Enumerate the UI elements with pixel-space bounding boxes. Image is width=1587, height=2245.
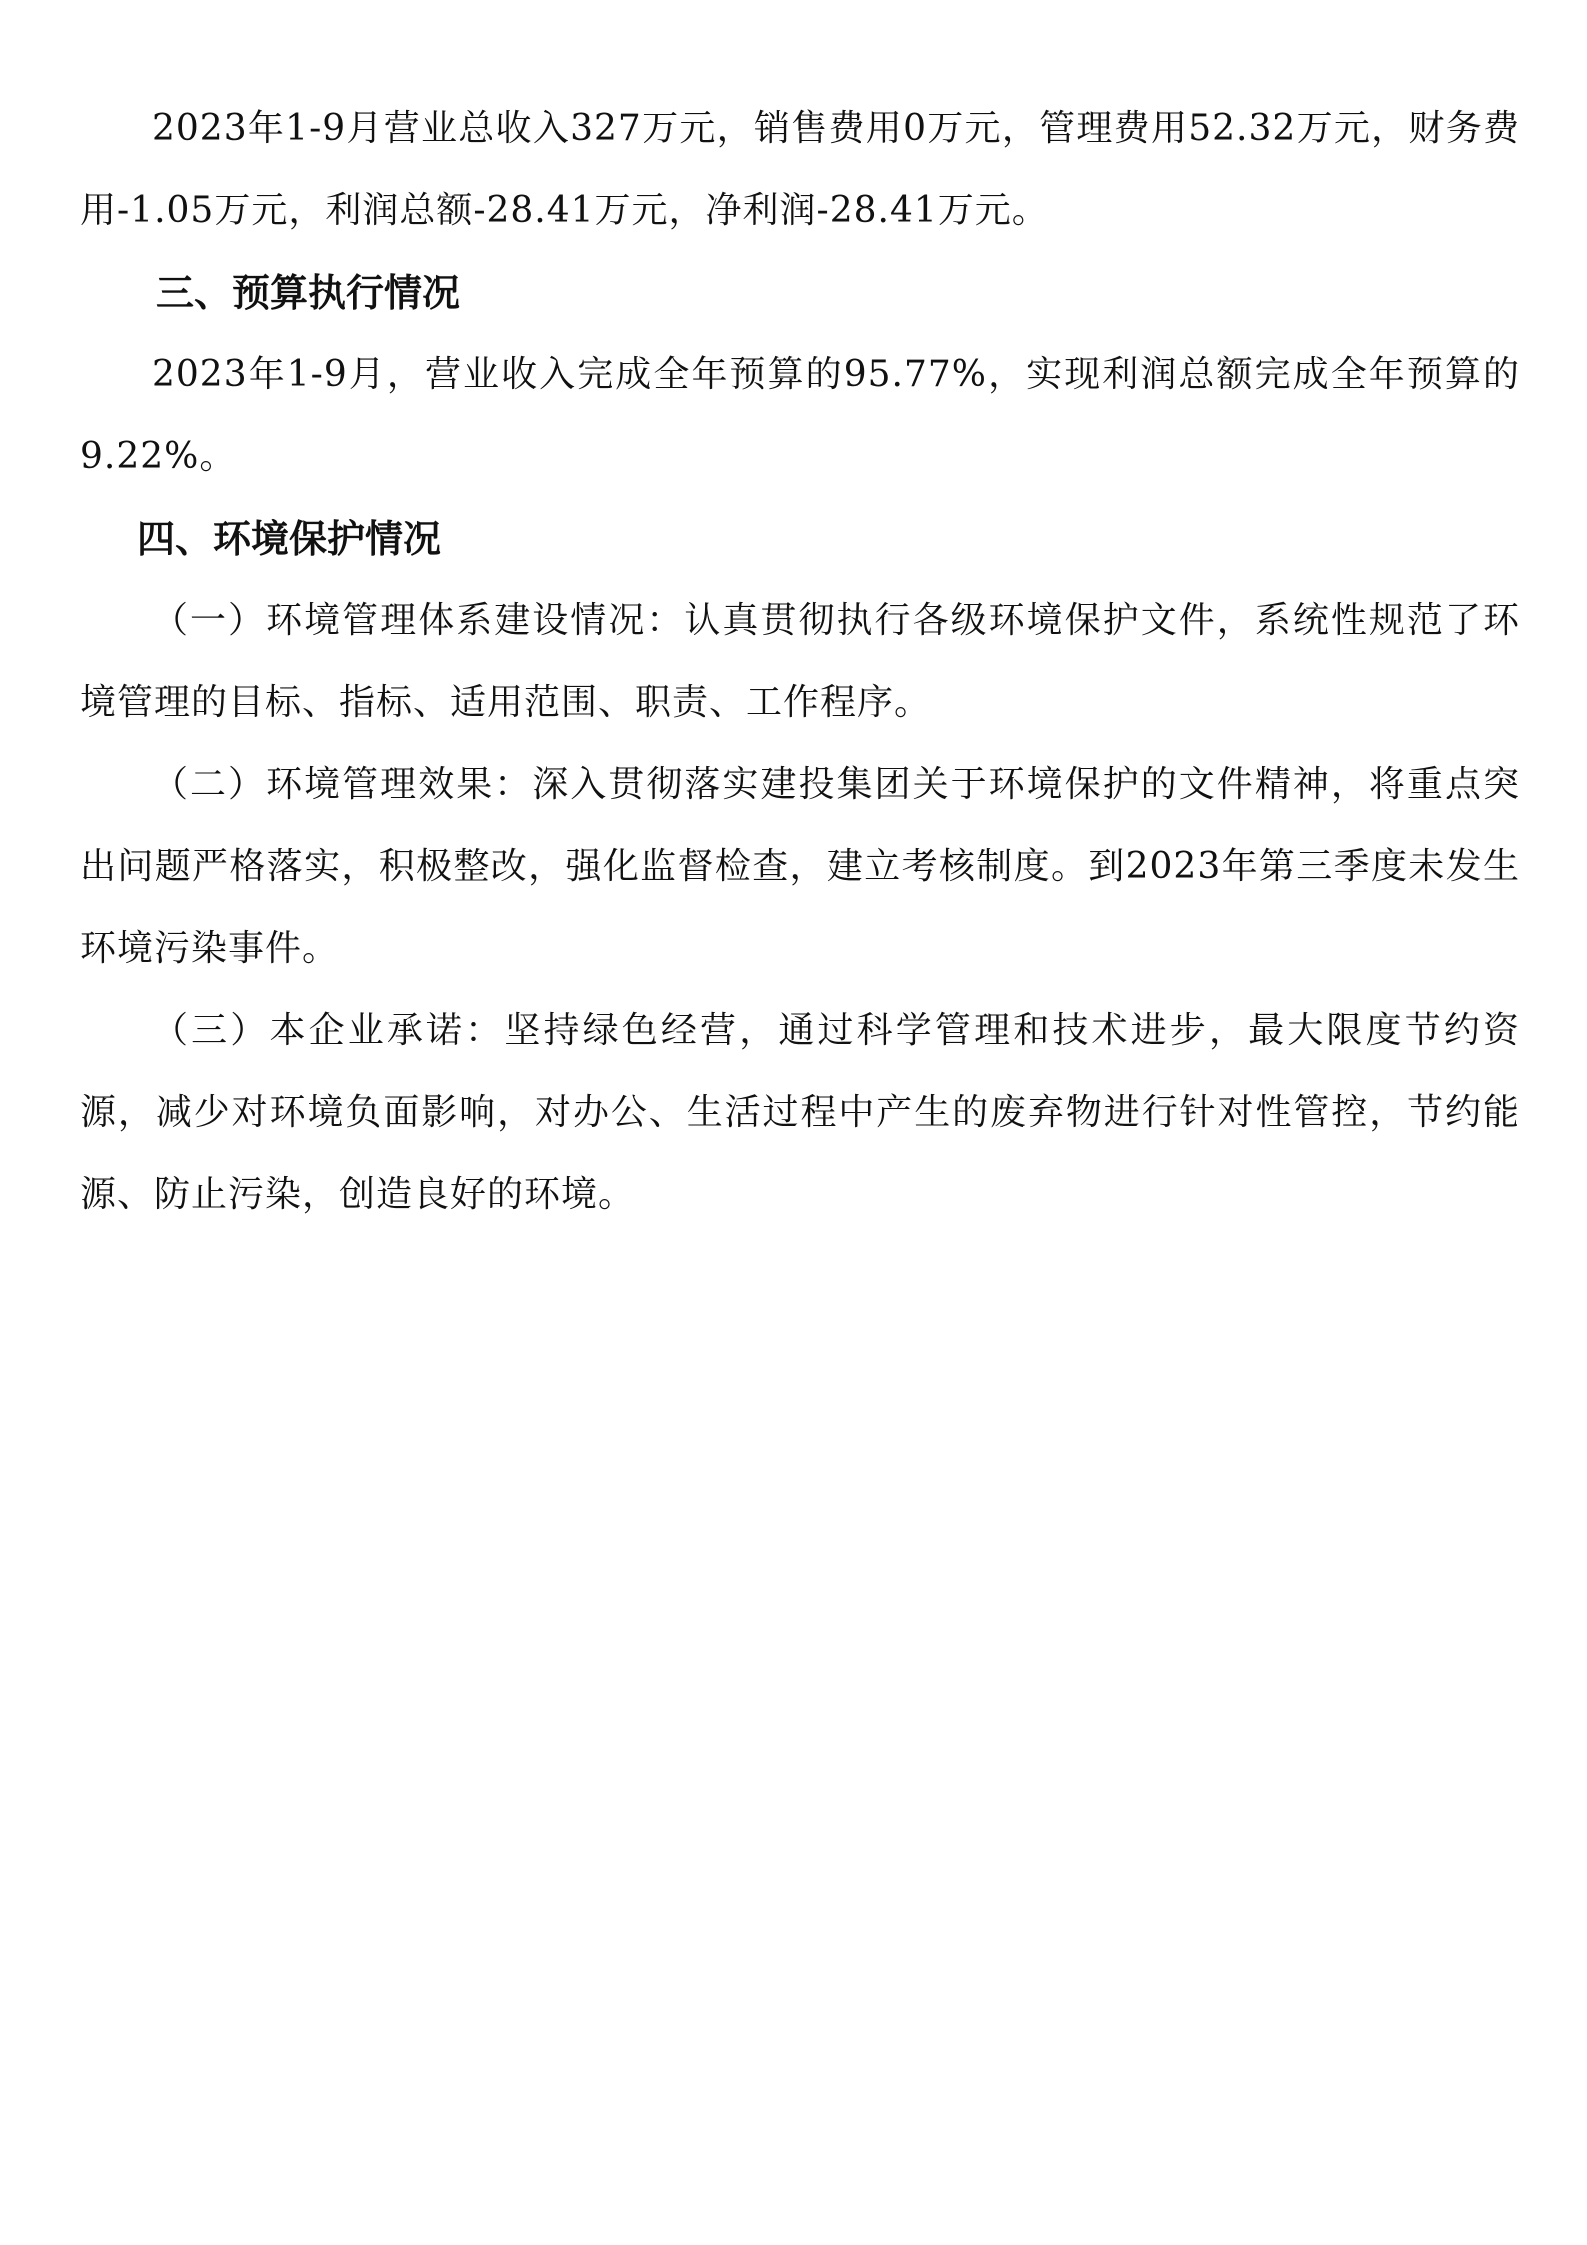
environmental-protection-heading: 四、环境保护情况 xyxy=(137,517,442,561)
environmental-system-paragraph: （一）环境管理体系建设情况：认真贯彻执行各级环境保护文件，系统性规范了环境管理的目标、指标、适用范围、职责、工作程序。 xyxy=(80,600,1520,723)
budget-execution-heading: 三、预算执行情况 xyxy=(156,271,461,315)
financial-summary-paragraph: 2023年1-9月营业总收入327万元，销售费用0万元，管理费用52.32万元，财务费用-1.05万元，利润总额-28.41万元，净利润-28.41万元。 xyxy=(80,108,1520,231)
environmental-commitment-paragraph: （三）本企业承诺：坚持绿色经营，通过科学管理和技术进步，最大限度节约资源，减少对环境负面影响，对办公、生活过程中产生的废弃物进行针对性管控，节约能源、防止污染，创造良好的环境。 xyxy=(80,1010,1520,1215)
document-page xyxy=(80,88,1520,1236)
environmental-effect-paragraph: （二）环境管理效果：深入贯彻落实建投集团关于环境保护的文件精神，将重点突出问题严格落实，积极整改，强化监督检查，建立考核制度。到2023年第三季度未发生环境污染事件。 xyxy=(80,764,1520,969)
budget-execution-paragraph: 2023年1-9月，营业收入完成全年预算的95.77%，实现利润总额完成全年预算的9.22%。 xyxy=(80,354,1520,477)
